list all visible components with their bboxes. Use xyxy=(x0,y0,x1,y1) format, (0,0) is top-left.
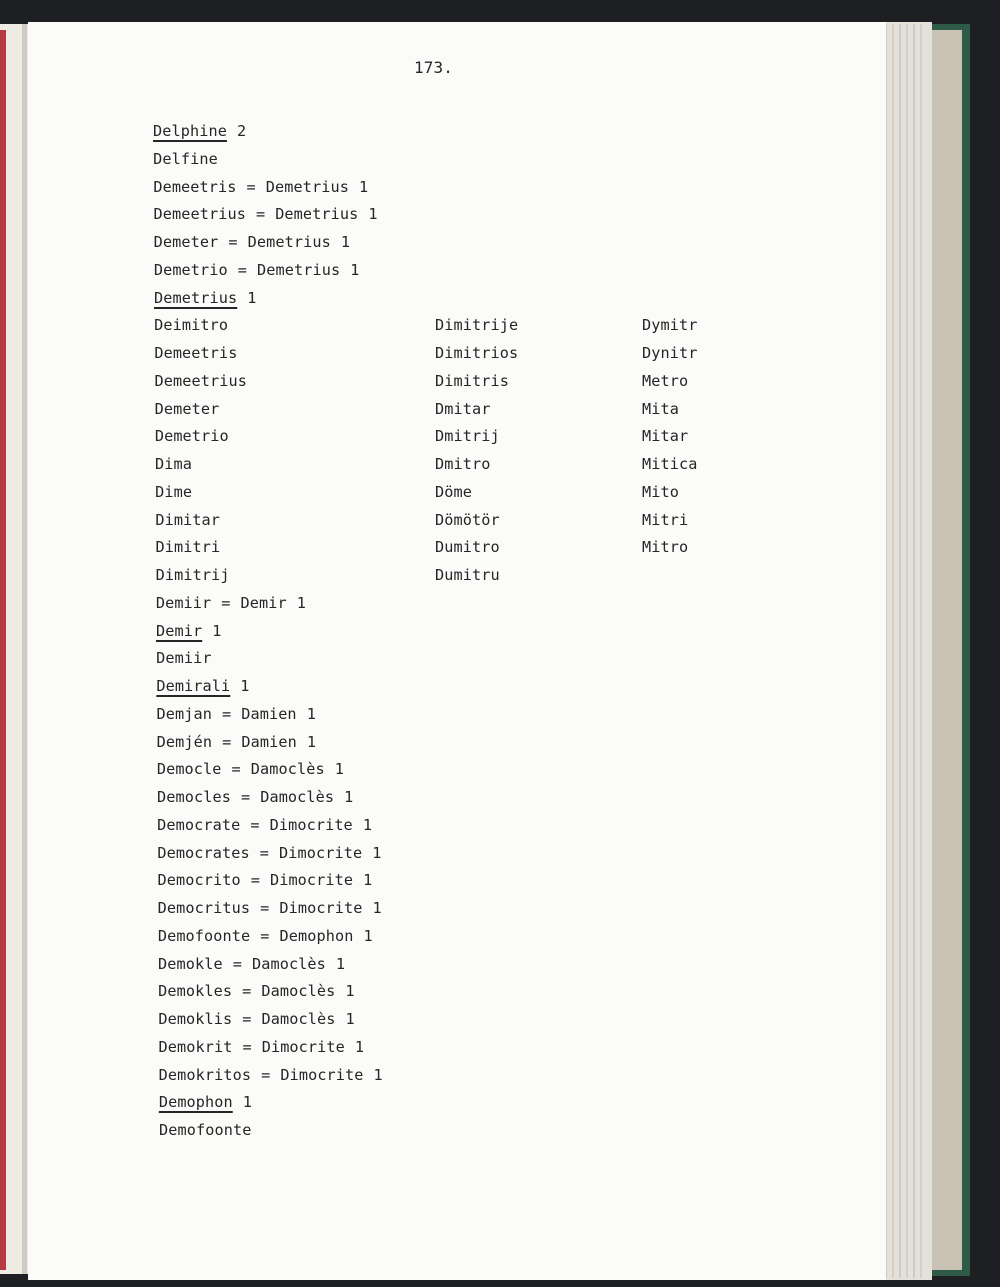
entry-line xyxy=(155,399,220,419)
entry-line xyxy=(153,177,368,197)
entry-name: Demeetrius xyxy=(154,371,247,390)
equals-sign: = xyxy=(221,704,232,723)
variant-name: Dymitr xyxy=(642,316,698,335)
entry-reference: Demetrius xyxy=(265,177,349,196)
equals-sign: = xyxy=(237,260,248,279)
variant-name: Mitri xyxy=(642,510,689,529)
entry-line xyxy=(154,232,350,252)
entry-name: Democrates xyxy=(157,843,250,862)
entry-name: Deimitro xyxy=(154,316,229,335)
entry-line xyxy=(158,981,354,1001)
entry-line xyxy=(158,926,373,946)
entry-count: 1 xyxy=(344,788,354,806)
entry-reference: Damoclès xyxy=(251,954,326,973)
variant-name: Dimitris xyxy=(435,371,509,390)
entry-line xyxy=(156,593,306,613)
entry-name: Demoklis xyxy=(158,1010,233,1028)
entry-line xyxy=(157,704,316,724)
entry-line xyxy=(154,204,378,224)
entry-line xyxy=(158,870,373,890)
equals-sign: = xyxy=(260,899,270,917)
entry-name: Dima xyxy=(155,455,192,473)
entry-name: Demetrio xyxy=(154,427,229,446)
equals-sign: = xyxy=(242,1037,252,1056)
entry-line xyxy=(153,121,246,141)
entry-name: Demeter xyxy=(154,399,220,418)
entry-reference: Dimocrite xyxy=(279,843,363,862)
entry-line xyxy=(158,1009,354,1029)
entry-line xyxy=(156,621,221,641)
entry-count: 2 xyxy=(236,122,247,140)
entry-line xyxy=(156,537,221,557)
entry-reference: Dimocrite xyxy=(279,899,363,917)
entry-count: 1 xyxy=(334,760,344,779)
entry-count: 1 xyxy=(354,1037,365,1056)
entry-reference: Demir xyxy=(240,593,287,612)
entry-line xyxy=(153,149,218,169)
equals-sign: = xyxy=(242,982,252,1001)
entry-line xyxy=(154,288,256,308)
entry-reference: Damoclès xyxy=(261,1010,336,1028)
entry-count: 1 xyxy=(372,899,382,917)
entry-line xyxy=(157,732,316,752)
entry-name: Demofoonte xyxy=(157,926,251,945)
entry-name: Dimitri xyxy=(155,538,221,557)
entry-name: Demjén xyxy=(156,732,213,751)
entry-name: Demokle xyxy=(158,954,223,973)
entry-name: Demokles xyxy=(158,982,233,1001)
entry-count: 1 xyxy=(363,926,373,945)
entry-count: 1 xyxy=(368,205,378,224)
entry-line xyxy=(154,260,360,280)
entry-reference: Damien xyxy=(241,704,297,723)
entry-count: 1 xyxy=(345,1010,355,1028)
page-number: 173. xyxy=(414,58,453,77)
equals-sign: = xyxy=(222,732,232,751)
entry-name: Democle xyxy=(156,760,222,779)
entry-count: 1 xyxy=(345,982,355,1001)
entry-reference: Damoclès xyxy=(260,788,335,806)
entry-line xyxy=(158,898,382,918)
variant-name: Dumitru xyxy=(435,566,500,584)
equals-sign: = xyxy=(228,233,238,251)
entry-line xyxy=(156,676,249,696)
entry-line xyxy=(159,1065,383,1085)
variant-name: Metro xyxy=(642,371,689,390)
entry-count: 1 xyxy=(363,871,373,890)
entry-name: Demetrio xyxy=(153,260,228,279)
entry-count: 1 xyxy=(373,1065,383,1084)
entry-count: 1 xyxy=(340,233,351,251)
variant-name: Mitro xyxy=(642,538,689,557)
entry-count: 1 xyxy=(358,177,369,196)
entry-reference: Demetrius xyxy=(257,260,341,279)
entry-reference: Dimocrite xyxy=(269,871,354,890)
entry-count: 1 xyxy=(242,1093,253,1112)
equals-sign: = xyxy=(250,871,260,890)
variant-name: Dynitr xyxy=(642,344,698,362)
entry-count: 1 xyxy=(306,732,317,751)
entry-name: Demeter xyxy=(153,233,219,251)
entry-line xyxy=(155,371,247,391)
entry-name: Demjan xyxy=(156,704,212,723)
entry-line xyxy=(159,1120,251,1140)
entry-name: Dimitrij xyxy=(155,566,230,584)
entry-reference: Dimocrite xyxy=(269,815,353,834)
entry-reference: Demophon xyxy=(279,926,354,945)
entry-name: Democritus xyxy=(157,899,251,917)
entry-line xyxy=(159,1037,365,1057)
entry-reference: Dimocrite xyxy=(280,1065,364,1084)
entry-line xyxy=(155,482,192,502)
equals-sign: = xyxy=(221,593,231,612)
variant-name: Dmitro xyxy=(435,455,491,473)
variant-name: Dimitrios xyxy=(435,344,519,362)
variant-name: Mitica xyxy=(642,455,698,473)
entry-name: Democrito xyxy=(157,871,241,890)
entry-name: Democrate xyxy=(157,815,241,834)
entry-name: Demetrius xyxy=(154,288,238,307)
equals-sign: = xyxy=(231,760,241,779)
variant-name: Dumitro xyxy=(435,538,500,557)
variant-name: Mito xyxy=(642,482,679,501)
entry-line xyxy=(157,815,372,835)
entry-line xyxy=(159,1092,252,1112)
entry-name: Demiir xyxy=(156,649,212,668)
entry-line xyxy=(158,954,345,974)
entry-count: 1 xyxy=(306,704,316,723)
entry-line xyxy=(157,759,344,779)
entry-count: 1 xyxy=(350,260,360,279)
entry-line xyxy=(154,315,228,335)
variant-name: Dömötör xyxy=(435,510,500,529)
entry-line xyxy=(155,510,220,530)
equals-sign: = xyxy=(242,1010,252,1028)
variant-name: Mitar xyxy=(642,427,689,446)
entry-name: Delphine xyxy=(153,122,227,140)
entry-name: Dime xyxy=(155,482,193,501)
variant-name: Dmitrij xyxy=(435,427,500,446)
entry-name: Demokrit xyxy=(158,1037,233,1056)
entry-line xyxy=(155,454,192,474)
entry-name: Demophon xyxy=(158,1093,233,1112)
equals-sign: = xyxy=(255,205,266,224)
variant-name: Döme xyxy=(435,482,472,501)
entry-name: Democles xyxy=(157,788,231,806)
equals-sign: = xyxy=(261,1065,271,1084)
entry-name: Demeetris xyxy=(153,177,237,196)
entry-name: Demir xyxy=(156,621,203,640)
entry-reference: Demetrius xyxy=(247,233,331,251)
entry-line xyxy=(157,787,353,807)
entry-name: Demofoonte xyxy=(159,1121,252,1139)
entry-reference: Damien xyxy=(241,732,297,751)
equals-sign: = xyxy=(232,954,242,973)
entry-name: Delfine xyxy=(153,149,218,168)
variant-name: Dmitar xyxy=(435,399,491,418)
equals-sign: = xyxy=(250,815,260,834)
entry-count: 1 xyxy=(296,593,307,612)
entry-name: Demokritos xyxy=(158,1065,252,1084)
entry-name: Demiir xyxy=(155,593,212,612)
entry-count: 1 xyxy=(212,621,222,640)
variant-name: Mita xyxy=(642,399,679,418)
entry-count: 1 xyxy=(372,843,382,862)
entry-name: Demeetrius xyxy=(153,205,246,224)
entry-reference: Dimocrite xyxy=(261,1037,345,1056)
entry-line xyxy=(154,343,237,363)
entry-name: Dimitar xyxy=(155,510,221,529)
entry-name: Demirali xyxy=(156,677,231,695)
equals-sign: = xyxy=(240,788,251,806)
entry-count: 1 xyxy=(335,954,346,973)
entry-reference: Damoclès xyxy=(261,982,336,1001)
equals-sign: = xyxy=(246,177,256,196)
equals-sign: = xyxy=(260,926,270,945)
entry-line xyxy=(155,426,229,446)
entry-line xyxy=(156,565,230,585)
entry-count: 1 xyxy=(362,815,373,834)
entry-line xyxy=(157,843,381,863)
variant-name: Dimitrije xyxy=(435,316,519,335)
entry-reference: Damoclès xyxy=(250,760,325,779)
entry-count: 1 xyxy=(240,677,250,695)
entry-count: 1 xyxy=(247,288,257,307)
entry-line xyxy=(156,648,211,668)
equals-sign: = xyxy=(259,843,270,862)
entry-name: Demeetris xyxy=(154,344,238,362)
entry-reference: Demetrius xyxy=(275,205,359,224)
